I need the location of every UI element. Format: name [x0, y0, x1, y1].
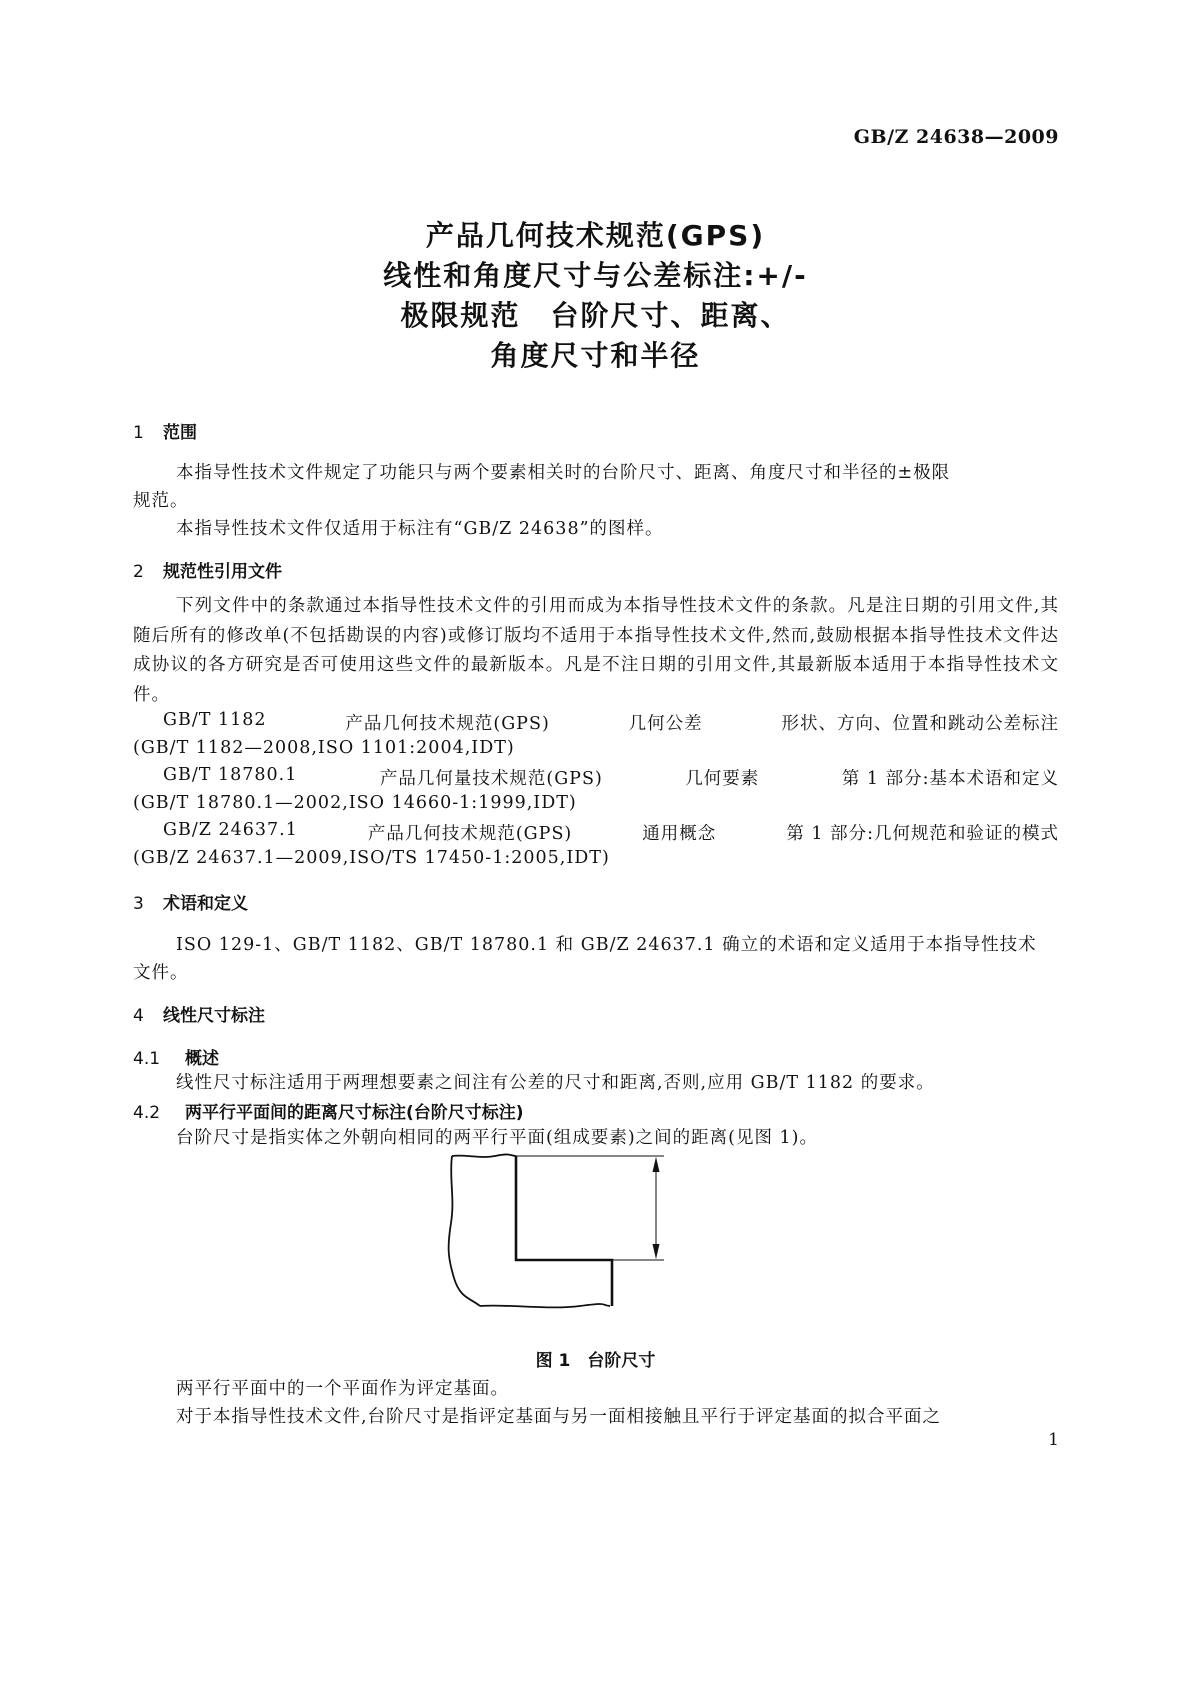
reference-2	[133, 765, 1059, 790]
reference-3-part: 通用概念	[642, 824, 717, 844]
reference-2-title: 产品几何量技术规范(GPS)	[379, 769, 603, 789]
section-3-para-1b: 文件。	[133, 963, 189, 983]
section-2-title: 规范性引用文件	[163, 562, 282, 582]
figure-top-break-line	[452, 1154, 516, 1157]
title-line-4: 角度尺寸和半径	[490, 339, 701, 372]
reference-3-desc: 第 1 部分:几何规范和验证的模式	[786, 824, 1059, 844]
reference-1-equiv: (GB/T 1182—2008,ISO 1101:2004,IDT)	[133, 738, 515, 758]
reference-2-code: GB/T 18780.1	[163, 765, 298, 785]
figure-arrow-bottom	[653, 1244, 660, 1259]
figure-left-break-line	[449, 1156, 480, 1306]
section-4-2-para-3: 对于本指导性技术文件,台阶尺寸是指评定基面与另一面相接触且平行于评定基面的拟合平面之	[176, 1407, 942, 1427]
reference-1-part: 几何公差	[628, 714, 703, 734]
reference-2-equiv: (GB/T 18780.1—2002,ISO 14660-1:1999,IDT)	[133, 793, 577, 813]
figure-1-caption: 图 1 台阶尺寸	[535, 1351, 656, 1371]
section-3-para-1a: ISO 129-1、GB/T 1182、GB/T 18780.1 和 GB/Z 24637.1 确立的术语和定义适用于本指导性技术	[176, 935, 1037, 955]
section-1-heading	[133, 418, 197, 443]
section-4-2-para-2: 两平行平面中的一个平面作为评定基面。	[176, 1379, 509, 1399]
section-1-para-2: 本指导性技术文件仅适用于标注有“GB/Z 24638”的图样。	[176, 519, 664, 539]
figure-arrow-top	[653, 1157, 660, 1172]
section-2-heading	[133, 557, 282, 582]
section-4-title: 线性尺寸标注	[163, 1006, 265, 1026]
section-2-para-1	[133, 592, 1059, 710]
section-4-2-number: 4.2	[133, 1103, 161, 1123]
reference-2-part: 几何要素	[685, 769, 760, 789]
section-4-1-para: 线性尺寸标注适用于两理想要素之间注有公差的尺寸和距离,否则,应用 GB/T 1182 的要求。	[176, 1073, 935, 1093]
standard-code: GB/Z 24638—2009	[853, 126, 1059, 148]
title-line-2: 线性和角度尺寸与公差标注:+/-	[383, 259, 808, 292]
figure-1-step-dimension	[440, 1148, 680, 1318]
reference-1-title: 产品几何技术规范(GPS)	[345, 714, 550, 734]
reference-3-code: GB/Z 24637.1	[163, 820, 298, 840]
reference-1	[133, 710, 1059, 735]
reference-1-code: GB/T 1182	[163, 710, 267, 730]
section-4-2-para-1: 台阶尺寸是指实体之外朝向相同的两平行平面(组成要素)之间的距离(见图 1)。	[176, 1128, 819, 1148]
section-4-number: 4	[133, 1006, 144, 1026]
reference-3-equiv: (GB/Z 24637.1—2009,ISO/TS 17450-1:2005,IDT)	[133, 848, 610, 868]
title-line-1: 产品几何技术规范(GPS)	[425, 219, 766, 252]
section-3-heading	[133, 889, 248, 914]
reference-3-title: 产品几何技术规范(GPS)	[367, 824, 573, 844]
section-1-para-1b: 规范。	[133, 491, 189, 511]
section-1-number: 1	[133, 423, 144, 443]
section-4-1-number: 4.1	[133, 1049, 161, 1069]
section-1-title: 范围	[163, 423, 197, 443]
section-4-heading	[133, 1001, 265, 1026]
section-2-para-1-text: 下列文件中的条款通过本指导性技术文件的引用而成为本指导性技术文件的条款。凡是注日期的引用文件,其随后所有的修改单(不包括勘误的内容)或修订版均不适用于本指导性技术文件,然而,鼓励根据本指导性技术文件达成协议的各方研究是否可使用这些文件的最新版本。凡是不注日期的引用文件,其最新版本适用于本指导性技术文件。	[133, 596, 1059, 705]
figure-step-profile	[516, 1156, 612, 1306]
title-line-3: 极限规范 台阶尺寸、距离、	[400, 299, 791, 332]
section-4-1-heading	[133, 1044, 219, 1069]
section-1-para-1a: 本指导性技术文件规定了功能只与两个要素相关时的台阶尺寸、距离、角度尺寸和半径的±极限	[176, 463, 951, 483]
section-4-1-title: 概述	[185, 1049, 219, 1069]
section-3-title: 术语和定义	[163, 894, 248, 914]
page-number: 1	[1048, 1430, 1059, 1450]
section-3-number: 3	[133, 894, 144, 914]
figure-bottom-break-line	[480, 1304, 610, 1307]
section-4-2-heading	[133, 1098, 524, 1123]
reference-3	[133, 820, 1059, 845]
section-2-number: 2	[133, 562, 144, 582]
section-4-2-title: 两平行平面间的距离尺寸标注(台阶尺寸标注)	[185, 1103, 524, 1123]
reference-1-desc: 形状、方向、位置和跳动公差标注	[781, 714, 1059, 734]
reference-2-desc: 第 1 部分:基本术语和定义	[841, 769, 1059, 789]
